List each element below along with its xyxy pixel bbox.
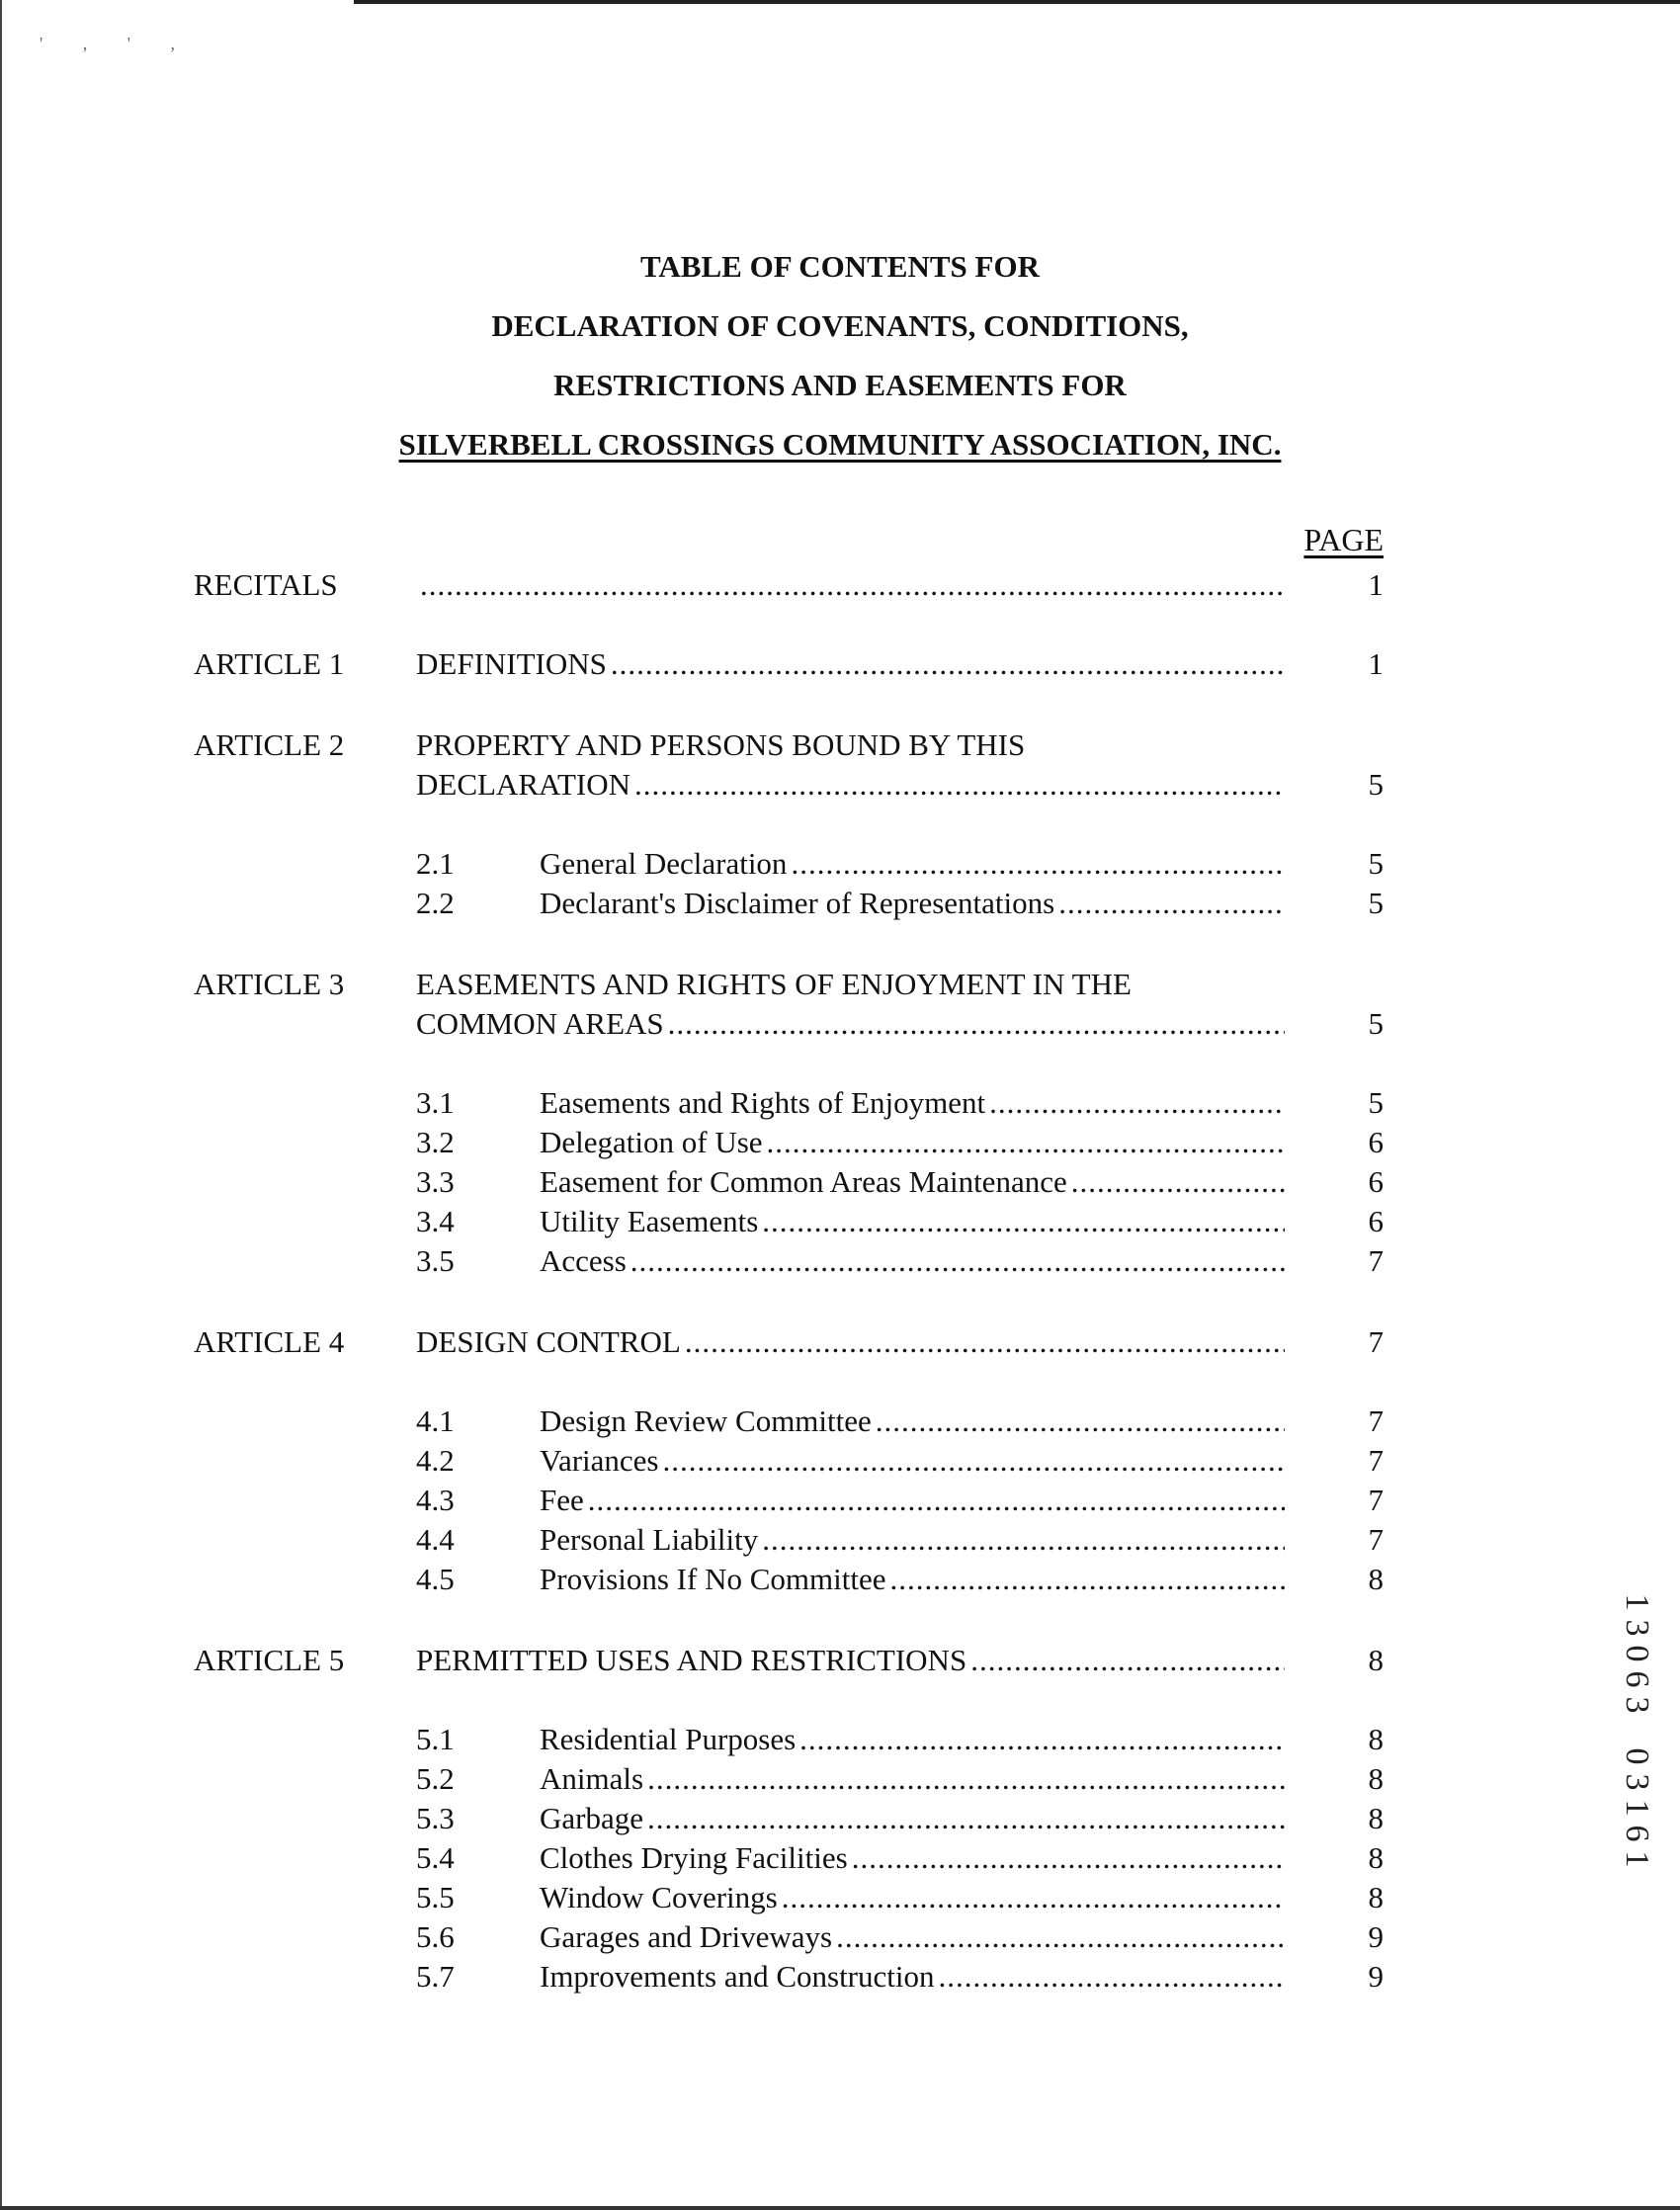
scan-edge-top: [354, 0, 1680, 4]
toc-row: [194, 765, 1384, 805]
toc-title-text: PROPERTY AND PERSONS BOUND BY THIS: [416, 727, 1026, 762]
toc-title-text: Easement for Common Areas Maintenance: [540, 1164, 1067, 1199]
toc-row: [194, 565, 1384, 605]
toc-dot-leader: [836, 1917, 1285, 1957]
stamp-glyph: 0: [1619, 1645, 1655, 1662]
toc-row: [194, 1241, 1384, 1281]
scan-edge-bottom: [0, 2206, 1680, 2210]
toc-entry-title: [416, 1322, 1285, 1362]
toc-page-number: 5: [1368, 846, 1384, 881]
toc-dot-leader: [1071, 1162, 1285, 1202]
toc-title-text: Improvements and Construction: [540, 1959, 935, 1994]
toc-row: [194, 844, 1384, 884]
toc-page-number: 8: [1368, 1761, 1384, 1796]
toc-title-text: COMMON AREAS: [416, 1006, 664, 1041]
toc-title-text: Garages and Driveways: [540, 1919, 833, 1954]
toc-row: [194, 1759, 1384, 1799]
toc-row: [194, 884, 1384, 923]
stamp-glyph: 1: [1619, 1850, 1655, 1868]
toc-dot-leader: [634, 765, 1285, 805]
toc-page-number: 9: [1368, 1919, 1384, 1954]
toc-page-number: 7: [1368, 1403, 1384, 1438]
toc-page-number: 8: [1368, 1643, 1384, 1677]
stamp-glyph: 6: [1619, 1825, 1655, 1842]
toc-dot-leader: [663, 1441, 1286, 1481]
scan-specks: ' , ' ,: [40, 34, 193, 53]
toc-title-text: Animals: [540, 1761, 644, 1796]
toc-row: [194, 1641, 1384, 1680]
toc-title-text: EASEMENTS AND RIGHTS OF ENJOYMENT IN THE: [416, 967, 1132, 1001]
toc-section-number: 5.1: [416, 1722, 455, 1756]
toc-entry-title: [416, 644, 1285, 684]
toc-entry-title: [540, 884, 1285, 923]
toc-title-text: Delegation of Use: [540, 1125, 763, 1159]
toc-row: [194, 1083, 1384, 1123]
toc-dot-leader: [611, 644, 1285, 684]
toc-page-number: 8: [1368, 1562, 1384, 1596]
stamp-glyph: 1: [1619, 1799, 1655, 1817]
toc-title-text: Clothes Drying Facilities: [540, 1840, 848, 1875]
toc-entry-title: [540, 1083, 1285, 1123]
toc-section-number: 5.5: [416, 1880, 455, 1914]
toc-entry-title: [540, 1441, 1285, 1481]
toc-row: [194, 1402, 1384, 1441]
toc-entry-title: [416, 765, 1285, 805]
toc-entry-title: [540, 1917, 1285, 1957]
toc-title-text: Fee: [540, 1483, 584, 1517]
toc-section-number: 5.6: [416, 1919, 455, 1954]
stamp-glyph: 6: [1619, 1670, 1655, 1688]
toc-row: [194, 1322, 1384, 1362]
toc-row: [194, 1720, 1384, 1759]
toc-title-text: PERMITTED USES AND RESTRICTIONS: [416, 1643, 967, 1677]
toc-entry-title: [540, 1481, 1285, 1520]
toc-dot-leader: [1058, 884, 1285, 923]
toc-article-label: ARTICLE 2: [194, 727, 345, 762]
toc-entry-title: [540, 1878, 1285, 1917]
toc-page-number: 5: [1368, 1085, 1384, 1120]
toc-entry-title: [416, 565, 1285, 605]
toc-title-text: General Declaration: [540, 846, 788, 881]
toc-page-number: 6: [1368, 1204, 1384, 1238]
toc-title-text: Easements and Rights of Enjoyment: [540, 1085, 986, 1120]
stamp-glyph: 1: [1619, 1593, 1655, 1611]
toc-page-number: 5: [1368, 1006, 1384, 1041]
toc-dot-leader: [767, 1123, 1285, 1162]
toc-page-number: 1: [1368, 567, 1384, 602]
toc-entry-title: [540, 1957, 1285, 1997]
toc-section-number: 4.1: [416, 1403, 455, 1438]
toc-row: [194, 1957, 1384, 1997]
toc-title-text: Variances: [540, 1443, 659, 1478]
toc-page-number: 7: [1368, 1522, 1384, 1557]
toc-title-text: Declarant's Disclaimer of Representations: [540, 886, 1055, 920]
stamp-glyph: 3: [1619, 1619, 1655, 1637]
toc-dot-leader: [970, 1641, 1285, 1680]
toc-section-number: 5.2: [416, 1761, 455, 1796]
toc-title-text: Access: [540, 1243, 627, 1278]
stamp-glyph: 0: [1619, 1747, 1655, 1765]
toc-page-number: 1: [1368, 646, 1384, 681]
toc-dot-leader: [588, 1481, 1285, 1520]
toc-page-number: 6: [1368, 1164, 1384, 1199]
toc-article-label: ARTICLE 4: [194, 1324, 345, 1359]
toc-section-number: 2.2: [416, 886, 455, 920]
toc-dot-leader: [852, 1838, 1285, 1878]
toc-article-label: ARTICLE 1: [194, 646, 345, 681]
toc-page-number: 7: [1368, 1243, 1384, 1278]
toc-row: [194, 1838, 1384, 1878]
toc-section-number: 2.1: [416, 846, 455, 881]
toc-page-number: 5: [1368, 767, 1384, 802]
toc-entry-title: [540, 1241, 1285, 1281]
title-line-2: DECLARATION OF COVENANTS, CONDITIONS,: [491, 308, 1189, 343]
toc-row: [194, 1799, 1384, 1838]
toc-entry-title: [540, 1759, 1285, 1799]
toc-entry-title: [540, 1560, 1285, 1599]
toc-row: [194, 1441, 1384, 1481]
stamp-glyph: 3: [1619, 1773, 1655, 1791]
toc-section-number: 4.5: [416, 1562, 455, 1596]
toc-dot-leader: [762, 1202, 1285, 1241]
toc-dot-leader: [420, 565, 1285, 605]
toc-row: [194, 725, 1384, 765]
toc-entry-title: [416, 1641, 1285, 1680]
toc-entry-title: [540, 1520, 1285, 1560]
toc-dot-leader: [1135, 965, 1285, 1004]
toc-dot-leader: [647, 1759, 1285, 1799]
toc-dot-leader: [630, 1241, 1285, 1281]
toc-page-number: 7: [1368, 1443, 1384, 1478]
toc-section-number: 4.3: [416, 1483, 455, 1517]
toc-row: [194, 1162, 1384, 1202]
toc-section-number: 3.2: [416, 1125, 455, 1159]
toc-page-number: 5: [1368, 886, 1384, 920]
toc-entry-title: [540, 844, 1285, 884]
toc-section-number: 4.4: [416, 1522, 455, 1557]
toc-dot-leader: [762, 1520, 1285, 1560]
toc-page-number: 8: [1368, 1722, 1384, 1756]
toc-article-label: ARTICLE 3: [194, 967, 345, 1001]
toc-page-number: 6: [1368, 1125, 1384, 1159]
toc-title-text: Personal Liability: [540, 1522, 759, 1557]
toc-section-number: 5.7: [416, 1959, 455, 1994]
toc-row: [194, 1123, 1384, 1162]
toc-title-text: Window Coverings: [540, 1880, 778, 1914]
toc-dot-leader: [889, 1560, 1285, 1599]
toc-row: [194, 1560, 1384, 1599]
toc-page-number: 9: [1368, 1959, 1384, 1994]
toc-dot-leader: [791, 844, 1285, 884]
toc-page-number: 8: [1368, 1880, 1384, 1914]
toc-section-number: 3.5: [416, 1243, 455, 1278]
toc-title-text: Utility Easements: [540, 1204, 759, 1238]
toc-row: [194, 1202, 1384, 1241]
toc-entry-title: [540, 1162, 1285, 1202]
toc-row: [194, 965, 1384, 1004]
toc-row: [194, 1520, 1384, 1560]
toc-section-number: 5.4: [416, 1840, 455, 1875]
toc-dot-leader: [668, 1004, 1285, 1044]
toc-title-text: DEFINITIONS: [416, 646, 607, 681]
toc-row: [194, 1004, 1384, 1044]
toc-page-number: 8: [1368, 1801, 1384, 1835]
toc-entry-title: [416, 1004, 1285, 1044]
toc-title-text: DESIGN CONTROL: [416, 1324, 681, 1359]
toc-section-number: 3.1: [416, 1085, 455, 1120]
toc-row: [194, 1481, 1384, 1520]
toc-section-number: 5.3: [416, 1801, 455, 1835]
toc-entry-title: [416, 965, 1285, 1004]
toc-title-text: Design Review Committee: [540, 1403, 872, 1438]
toc-section-number: 3.3: [416, 1164, 455, 1199]
toc-title-text: Provisions If No Committee: [540, 1562, 886, 1596]
toc-title-text: Residential Purposes: [540, 1722, 797, 1756]
page-column-header: PAGE: [1303, 522, 1384, 557]
toc-title-text: DECLARATION: [416, 767, 630, 802]
toc-page-number: 7: [1368, 1324, 1384, 1359]
toc-dot-leader: [876, 1402, 1285, 1441]
toc-entry-title: [540, 1402, 1285, 1441]
toc-entry-title: [540, 1720, 1285, 1759]
title-line-3: RESTRICTIONS AND EASEMENTS FOR: [553, 368, 1127, 402]
toc-dot-leader: [1029, 725, 1285, 765]
toc-entry-title: [540, 1202, 1285, 1241]
stamp-glyph: 3: [1619, 1696, 1655, 1714]
toc-dot-leader: [989, 1083, 1285, 1123]
toc-entry-title: [416, 725, 1285, 765]
toc-section-number: 4.2: [416, 1443, 455, 1478]
toc-entry-title: [540, 1799, 1285, 1838]
toc-page-number: 8: [1368, 1840, 1384, 1875]
toc-dot-leader: [782, 1878, 1285, 1917]
toc-dot-leader: [799, 1720, 1285, 1759]
association-name: SILVERBELL CROSSINGS COMMUNITY ASSOCIATION, INC.: [398, 427, 1282, 462]
document-title: [0, 237, 1680, 474]
toc-page-number: 7: [1368, 1483, 1384, 1517]
toc-entry-title: [540, 1123, 1285, 1162]
toc-dot-leader: [685, 1322, 1285, 1362]
title-line-1: TABLE OF CONTENTS FOR: [640, 249, 1040, 284]
toc-entry-title: [540, 1838, 1285, 1878]
toc-section-number: 3.4: [416, 1204, 455, 1238]
document-number-stamp: [1621, 1589, 1660, 1872]
toc-dot-leader: [647, 1799, 1285, 1838]
toc-dot-leader: [939, 1957, 1286, 1997]
toc-row: [194, 1917, 1384, 1957]
toc-title-text: Garbage: [540, 1801, 643, 1835]
toc-row: [194, 1878, 1384, 1917]
toc-article-label: RECITALS: [194, 567, 338, 602]
toc-row: [194, 644, 1384, 684]
toc-article-label: ARTICLE 5: [194, 1643, 345, 1677]
